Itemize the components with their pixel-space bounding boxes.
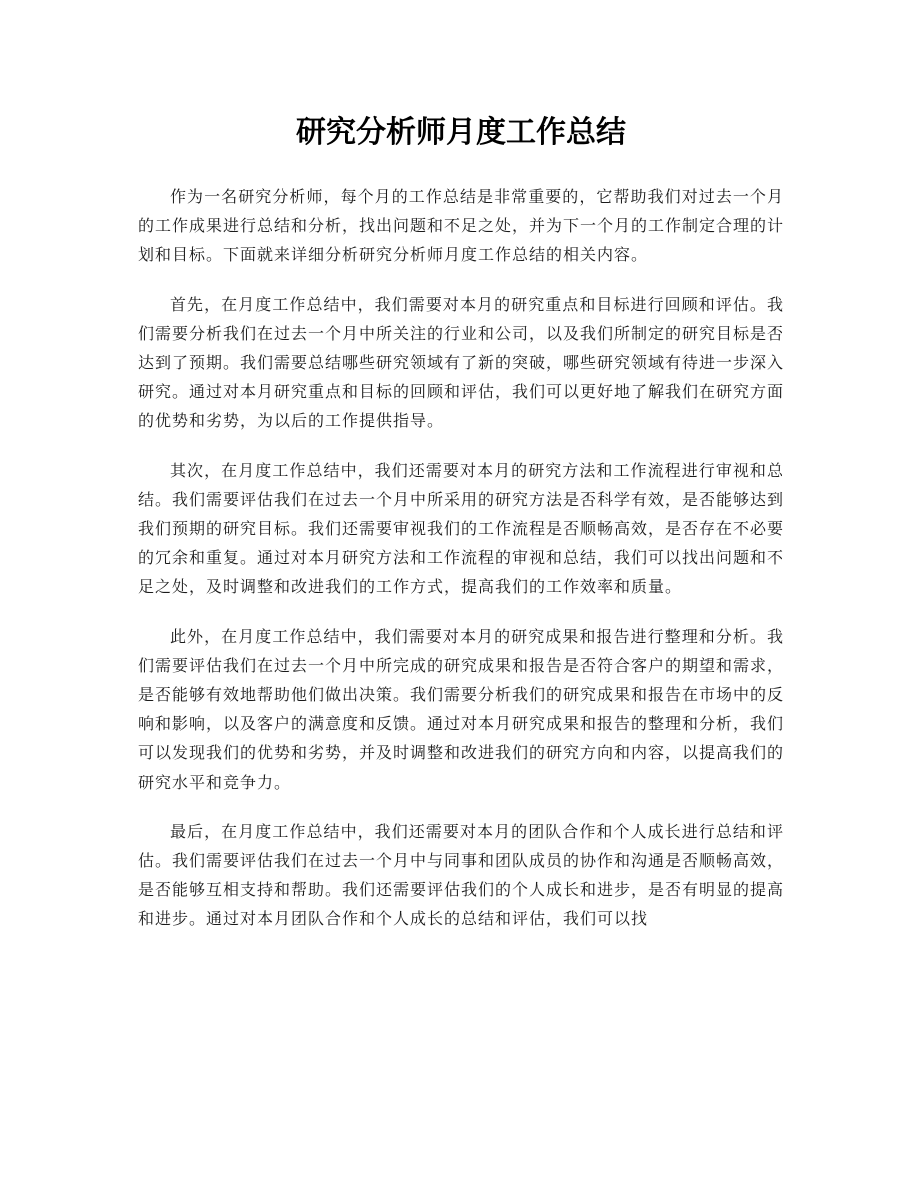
document-title: 研究分析师月度工作总结 (296, 115, 626, 150)
paragraph-second: 其次，在月度工作总结中，我们还需要对本月的研究方法和工作流程进行审视和总结。我们需要评估我们在过去一个月中所采用的研究方法是否科学有效，是否能够达到我们预期的研究目标。我们还需要审视我们的工作流程是否顺畅高效，是否存在不必要的冗余和重复。通过对本月研究方法和工作流程的审视和总结，我们可以找出问题和不足之处，及时调整和改进我们的工作方式，提高我们的工作效率和质量。 (138, 460, 785, 597)
paragraph-first: 首先，在月度工作总结中，我们需要对本月的研究重点和目标进行回顾和评估。我们需要分析我们在过去一个月中所关注的行业和公司，以及我们所制定的研究目标是否达到了预期。我们需要总结哪些研究领域有了新的突破，哪些研究领域有待进一步深入研究。通过对本月研究重点和目标的回顾和评估，我们可以更好地了解我们在研究方面的优势和劣势，为以后的工作提供指导。 (138, 294, 785, 431)
paragraph-third: 此外，在月度工作总结中，我们需要对本月的研究成果和报告进行整理和分析。我们需要评估我们在过去一个月中所完成的研究成果和报告是否符合客户的期望和需求，是否能够有效地帮助他们做出决策。我们需要分析我们的研究成果和报告在市场中的反响和影响，以及客户的满意度和反馈。通过对本月研究成果和报告的整理和分析，我们可以发现我们的优势和劣势，并及时调整和改进我们的研究方向和内容，以提高我们的研究水平和竞争力。 (138, 626, 785, 792)
paragraph-intro: 作为一名研究分析师，每个月的工作总结是非常重要的，它帮助我们对过去一个月的工作成果进行总结和分析，找出问题和不足之处，并为下一个月的工作制定合理的计划和目标。下面就来详细分析研究分析师月度工作总结的相关内容。 (138, 187, 785, 265)
document-body (138, 182, 784, 934)
paragraph-last: 最后，在月度工作总结中，我们还需要对本月的团队合作和个人成长进行总结和评估。我们需要评估我们在过去一个月中与同事和团队成员的协作和沟通是否顺畅高效，是否能够互相支持和帮助。我们还需要评估我们的个人成长和进步，是否有明显的提高和进步。通过对本月团队合作和个人成长的总结和评估，我们可以找 (138, 821, 785, 929)
